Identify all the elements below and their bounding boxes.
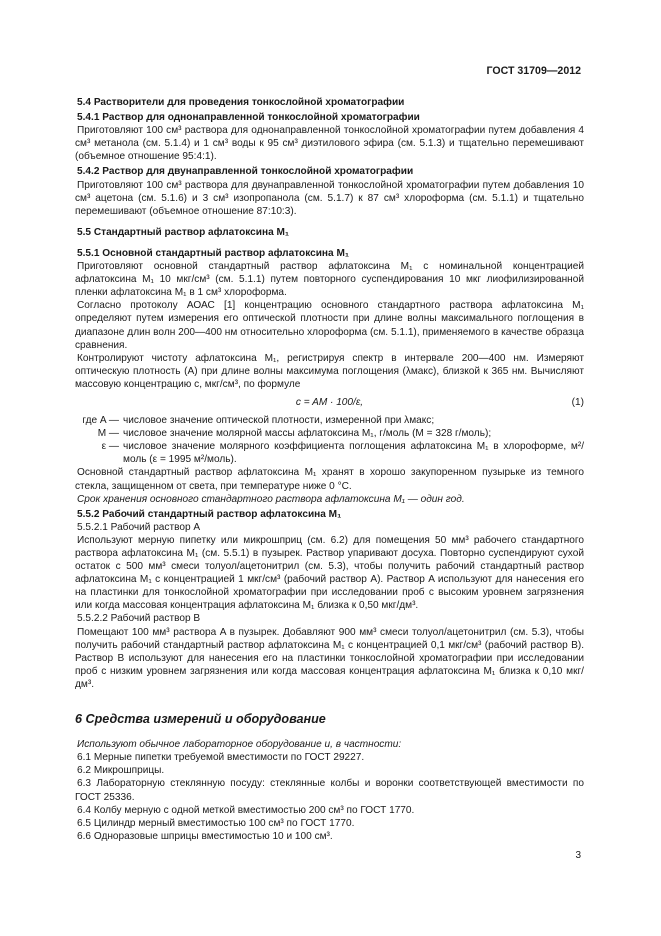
list-item: 6.1 Мерные пипетки требуемой вместимости по ГОСТ 29227. [77, 752, 365, 764]
paragraph: Контролируют чистоту афлатоксина M₁, регистрируя спектр в интервале 200—400 нм. Измеряют оптическую плотность (A) при длине волны максимума поглощения (λмакс), близкой к 365 нм. Вычисляют массовую концентрацию c, мкг/см³, по формуле [75, 352, 584, 390]
document-id: ГОСТ 31709—2012 [486, 65, 581, 77]
formula-number: (1) [571, 396, 584, 408]
section-heading: 5.4 Растворители для проведения тонкослойной хроматографии [77, 97, 405, 108]
subsection-heading: 5.5.1 Основной стандартный раствор афлатоксина M₁ [77, 247, 350, 259]
section-title: 6 Средства измерений и оборудование [75, 712, 326, 727]
definition-row [75, 440, 584, 466]
list-item: 6.4 Колбу мерную с одной меткой вместимостью 200 см³ по ГОСТ 1770. [77, 804, 415, 816]
definition-text: числовое значение молярной массы афлатоксина M₁, г/моль (M = 328 г/моль); [123, 428, 492, 440]
paragraph: Приготовляют 100 см³ раствора для однонаправленной тонкослойной хроматографии путем добавления 4 см³ метанола (см. 5.1.4) и 1 см³ воды к 95 см³ диэтилового эфира (см. 5.1.3) и тщательно перемешивают (объемное отношение 95:4:1). [75, 125, 584, 163]
paragraph: Используют мерную пипетку или микрошприц (см. 6.2) для помещения 50 мм³ рабочего стандартного раствора афлатоксина M₁ (см. 5.5.1) в пузырек. Раствор упаривают досуха. Повторно суспендируют сухой остаток с 500 мм³ смеси толуол/ацетонитрил (см. 5.3), чтобы получить рабочий стандартный раствор афлатоксина M₁ с концентрацией 1 мкг/см³ (рабочий раствор A). Раствор A используют для нанесения его на пластинки для тонкослойной хроматографии при исследовании проб с высоким уровнем загрязнения или когда массовая концентрация афлатоксина M₁ близка к 0,50 мкг/дм³. [75, 534, 584, 612]
paragraph: Основной стандартный раствор афлатоксина M₁ хранят в хорошо закупоренном пузырьке из темного стекла, защищенном от света, при температуре ниже 0 °C. [75, 467, 584, 492]
sub-subsection-heading: 5.5.2.2 Рабочий раствор B [77, 613, 201, 625]
formula [75, 396, 584, 409]
subsection-heading: 5.4.2 Раствор для двунаправленной тонкослойной хроматографии [77, 166, 414, 178]
paragraph: Помещают 100 мм³ раствора A в пузырек. Добавляют 900 мм³ смеси толуол/ацетонитрил (см. 5.3), чтобы получить рабочий стандартный раствор афлатоксина M₁ с концентрацией 0,1 мкг/см³ (рабочий раствор B). Раствор B используют для нанесения его на пластинки тонкослойной хроматографии при исследовании проб с низким уровнем загрязнения или когда массовая концентрация афлатоксина M₁ близка к 0,10 мкг/дм³. [75, 626, 584, 690]
definition-term: M — [97, 428, 119, 440]
definition-row [75, 414, 584, 427]
sub-subsection-heading: 5.5.2.1 Рабочий раствор A [77, 521, 201, 533]
definition-text: числовое значение оптической плотности, измеренной при λмакс; [123, 415, 435, 427]
paragraph: Согласно протоколу АОАС [1] концентрацию основного стандартного раствора афлатоксина M₁ определяют путем измерения его оптической плотности при длине волны максимального поглощения в диапазоне длин волн 200—400 нм относительно хлороформа (см. 5.1.1), применяемого в качестве образца сравнения. [75, 300, 584, 351]
subsection-heading: 5.5.2 Рабочий стандартный раствор афлатоксина M₁ [77, 508, 342, 520]
list-item: 6.3 Лабораторную стеклянную посуду: стеклянные колбы и воронки соответствующей вместимости по ГОСТ 25336. [75, 778, 584, 803]
paragraph: Используют обычное лабораторное оборудование и, в частности: [77, 739, 402, 751]
section-heading: 5.5 Стандартный раствор афлатоксина M₁ [77, 226, 290, 238]
paragraph: Приготовляют 100 см³ раствора для двунаправленной тонкослойной хроматографии путем добавления 10 см³ ацетона (см. 5.1.6) и 3 см³ изопропанола (см. 5.1.7) к 87 см³ хлороформа (см. 5.1.1) и тщательно перемешивают (объемное отношение 87:10:3). [75, 179, 584, 217]
formula-expression: c = AM · 100/ε, [295, 396, 364, 408]
paragraph: Приготовляют основной стандартный раствор афлатоксина M₁ с номинальной концентрацией афлатоксина M₁ 10 мкг/см³ (см. 5.1.1) путем повторного суспендирования 10 мкг лиофилизированной пленки афлатоксина M₁ в 1 см³ хлороформа. [75, 261, 584, 299]
subsection-heading: 5.4.1 Раствор для однонаправленной тонкослойной хроматографии [77, 112, 420, 124]
definition-text: числовое значение молярного коэффициента поглощения афлатоксина M₁ в хлороформе, м²/моль (ε = 1995 м²/моль). [123, 441, 584, 466]
definition-term: где A — [82, 415, 119, 427]
page-number: 3 [575, 850, 581, 861]
paragraph: Срок хранения основного стандартного раствора афлатоксина M₁ — один год. [77, 493, 465, 505]
definition-row [75, 427, 584, 440]
list-item: 6.5 Цилиндр мерный вместимостью 100 см³ по ГОСТ 1770. [77, 817, 355, 829]
page-content [75, 92, 584, 843]
definition-term: ε — [101, 441, 119, 453]
list-item: 6.6 Одноразовые шприцы вместимостью 10 и 100 см³. [77, 830, 333, 842]
list-item: 6.2 Микрошприцы. [77, 765, 165, 777]
